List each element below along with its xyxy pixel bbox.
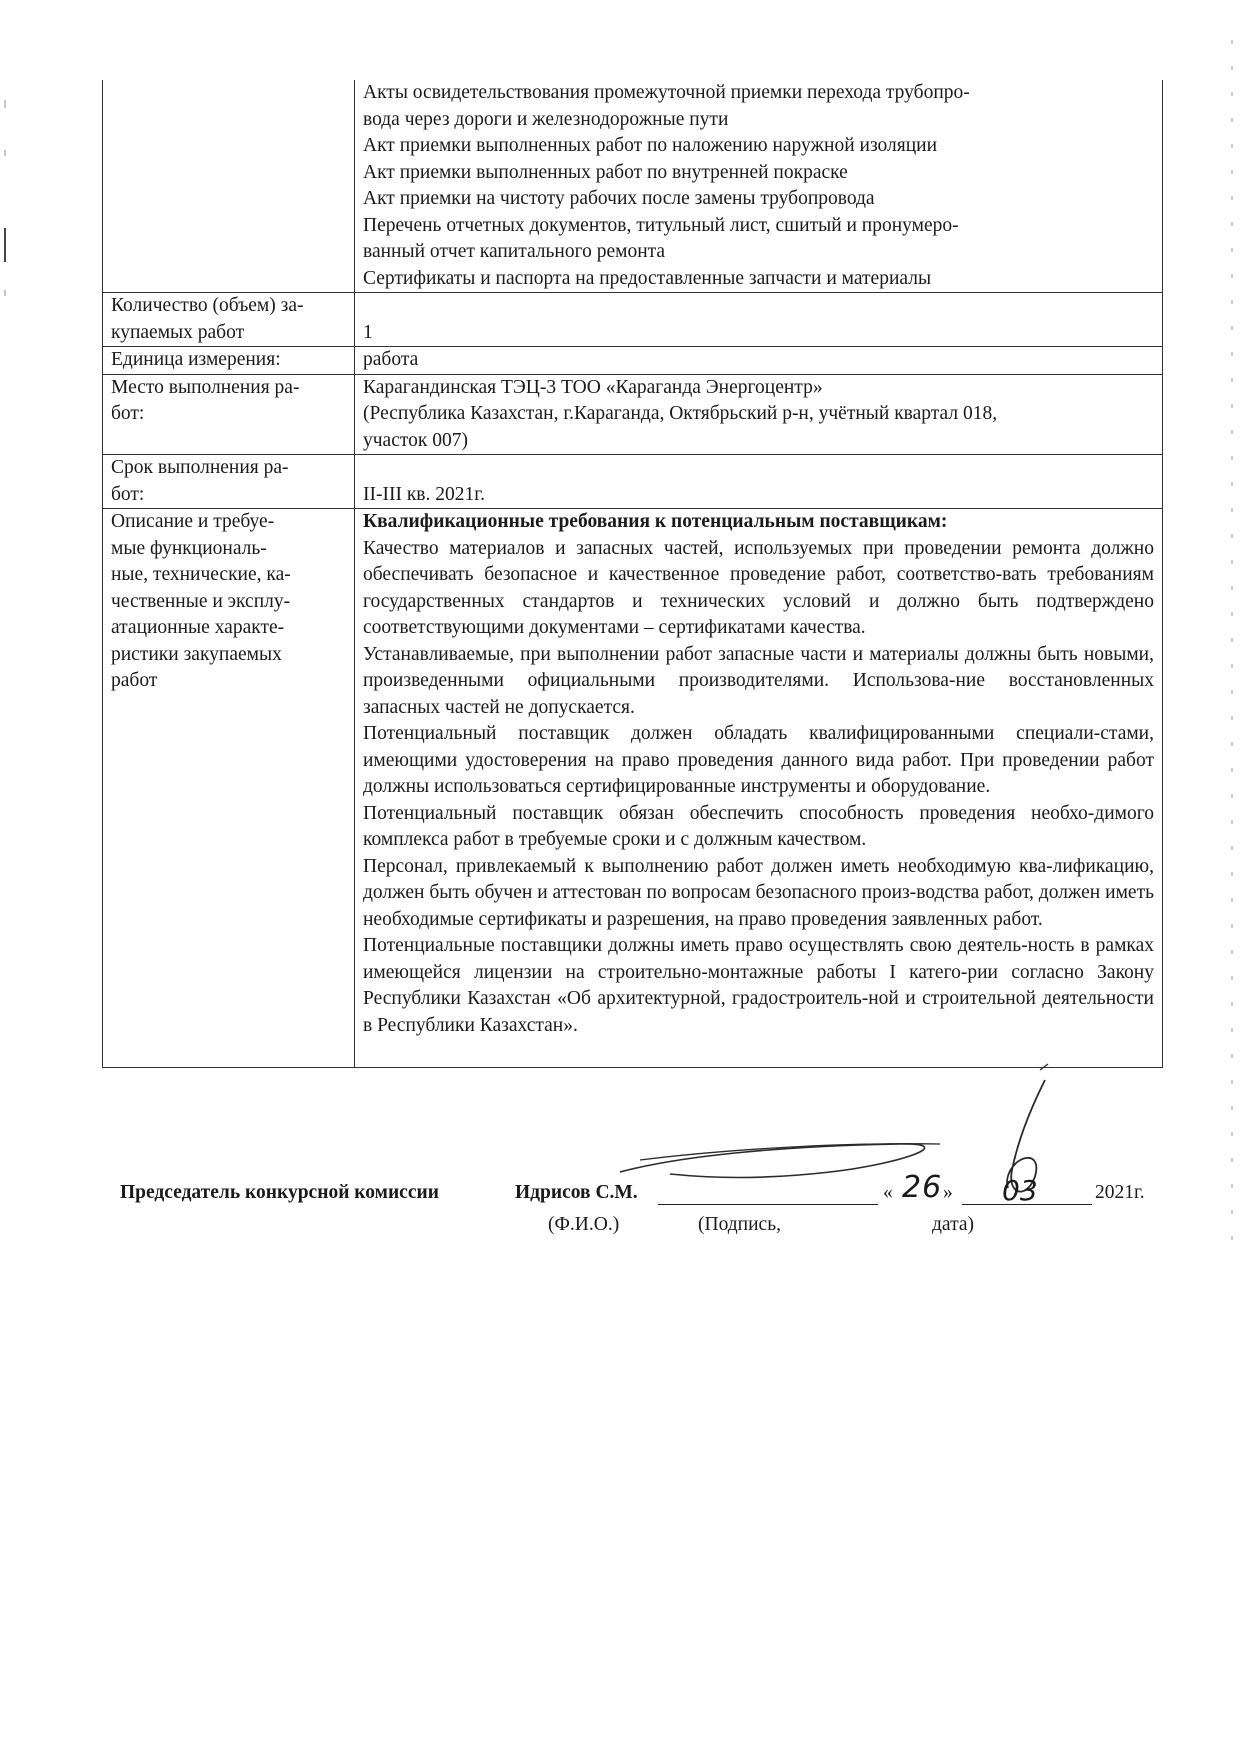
documents-label-cell (103, 80, 355, 293)
requirements-label-line: ные, технические, ка- (111, 564, 291, 585)
quantity-label (103, 293, 355, 347)
requirements-title: Квалификационные требования к потенциальным поставщикам: (363, 511, 948, 532)
unit-value: работа (355, 347, 1163, 375)
quantity-value: 1 (363, 321, 373, 343)
term-value: II-III кв. 2021г. (363, 483, 485, 505)
quantity-label-line: Количество (объем) за- (111, 295, 304, 316)
requirements-label (103, 509, 355, 1068)
requirements-paragraph: Потенциальные поставщики должны иметь право осуществлять свою деятель-ность в рамках имеющейся лицензии на строительно-монтажные работы I катего-рии согласно Закону Республики Казахстан «Об архитектурной, градостроитель-ной и строительной деятельности в Республики Казахстан». (363, 935, 1154, 1036)
chair-name: Идрисов С.М. (515, 1182, 638, 1203)
requirements-label-line: мые функциональ- (111, 537, 267, 559)
requirements-label-line: Описание и требуе- (111, 511, 275, 532)
requirements-label-line: чественные и эксплу- (111, 590, 291, 612)
term-label (103, 455, 355, 509)
specification-table (102, 80, 1163, 1068)
signature-line (658, 1204, 878, 1205)
signature-block (120, 1170, 1150, 1250)
document-item: вода через дороги и железнодорожные пути (363, 108, 729, 130)
date-quote-open: « (883, 1182, 893, 1203)
document-item: Перечень отчетных документов, титульный лист, сшитый и пронумеро- (363, 214, 959, 236)
caption-fio: (Ф.И.О.) (548, 1214, 620, 1235)
requirements-label-line: ристики закупаемых (111, 643, 282, 665)
requirements-paragraph: Потенциальный поставщик должен обладать квалифицированными специали-стами, имеющими удостоверения на право проведения данного вида работ. При проведении работ должны использоваться сертифицированные инструменты и оборудование. (363, 723, 1154, 797)
place-value-line: Карагандинская ТЭЦ-3 ТОО «Карагандa Энергоцентр» (363, 376, 823, 398)
documents-row (103, 80, 1163, 293)
document-item: ванный отчет капитального ремонта (363, 241, 666, 262)
place-row (103, 374, 1163, 455)
requirements-label-line: атационные характе- (111, 617, 285, 638)
quantity-row (103, 293, 1163, 347)
place-value-line: участок 007) (363, 429, 468, 451)
unit-row (103, 347, 1163, 375)
term-row (103, 455, 1163, 509)
place-label-line: бот: (111, 403, 145, 424)
document-item: Акт приемки выполненных работ по наложению наружной изоляции (363, 135, 938, 156)
caption-date: дата) (932, 1214, 974, 1235)
date-day: 26 (902, 1170, 943, 1205)
quantity-value-cell (355, 293, 1163, 347)
document-item: Акты освидетельствования промежуточной приемки перехода трубопро- (363, 82, 970, 103)
requirements-content (355, 509, 1163, 1068)
place-value-cell (355, 374, 1163, 455)
requirements-row (103, 509, 1163, 1068)
term-value-cell (355, 455, 1163, 509)
requirements-label-line: работ (111, 670, 158, 691)
requirements-paragraph: Персонал, привлекаемый к выполнению работ должен иметь необходимую ква-лификацию, должен быть обучен и аттестован по вопросам безопасного произ-водства работ, должен иметь необходимые сертификаты и разрешения, на право проведения заявленных работ. (363, 855, 1154, 930)
caption-signature: (Подпись, (698, 1214, 781, 1235)
documents-list-cell (355, 80, 1163, 293)
requirements-paragraph: Потенциальный поставщик обязан обеспечить способность проведения необхо-димого комплекса работ в требуемые сроки и с должным качеством. (363, 802, 1154, 850)
date-month: 03 (1002, 1174, 1038, 1207)
unit-label: Единица измерения: (103, 347, 355, 375)
document-item: Акт приемки выполненных работ по внутренней покраске (363, 161, 848, 183)
date-quote-close: » (943, 1182, 953, 1203)
requirements-paragraph: Качество материалов и запасных частей, используемых при проведении ремонта должно обеспечивать безопасное и качественное проведение работ, соответство-вать требованиям государственных стандартов и технических условий и должно быть подтверждено соответствующими документами – сертификатами качества. (363, 537, 1154, 638)
place-label-line: Место выполнения ра- (111, 376, 300, 398)
requirements-paragraph: Устанавливаемые, при выполнении работ запасные части и материалы должны быть новыми, произведенными официальными производителями. Использова-ние восстановленных запасных частей не допускается. (363, 643, 1154, 718)
term-label-line: бот: (111, 483, 145, 505)
place-label (103, 374, 355, 455)
term-label-line: Срок выполнения ра- (111, 457, 289, 478)
place-value-line: (Республика Казахстан, г.Караганда, Октябрьский р-н, учётный квартал 018, (363, 403, 998, 424)
chair-label: Председатель конкурсной комиссии (120, 1182, 439, 1203)
quantity-label-line: купаемых работ (111, 321, 245, 343)
document-item: Сертификаты и паспорта на предоставленные запчасти и материалы (363, 267, 932, 289)
date-year: 2021г. (1095, 1182, 1145, 1203)
document-item: Акт приемки на чистоту рабочих после замены трубопровода (363, 188, 875, 209)
